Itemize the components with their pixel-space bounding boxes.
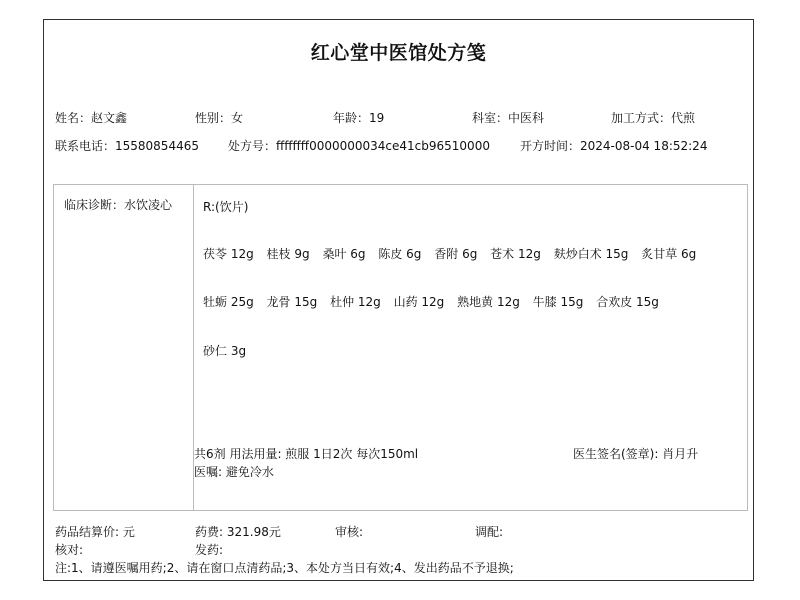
patient-phone: 联系电话：15580854465 [55,139,199,153]
herb-line [203,342,255,359]
herb-item: 牛膝 15g [532,295,584,309]
herb-item: 砂仁 3g [203,344,247,358]
usage-instructions: 共6剂 用法用量: 煎服 1日2次 每次150ml [194,447,419,461]
herb-item: 苍术 12g [490,247,541,261]
prescription-time: 开方时间：2024-08-04 18:52:24 [520,139,708,153]
processing-method: 加工方式：代煎 [611,111,696,125]
page-title: 红心堂中医馆处方笺 [310,42,487,64]
herb-item: 茯苓 12g [203,247,254,261]
herb-item: 牡蛎 25g [203,295,254,309]
prescription-body [53,184,748,511]
herb-item: 麸炒白术 15g [553,247,629,261]
rx-header: R:(饮片) [203,200,249,214]
checker: 核对: [55,543,84,557]
herb-item: 熟地黄 12g [457,295,520,309]
doctor-signature: 医生签名(签章): 肖月升 [573,447,699,461]
herb-item: 香附 6g [434,247,478,261]
reviewer: 审核: [335,525,364,539]
prescription-number: 处方号：ffffffff0000000034ce41cb96510000 [228,139,490,153]
herb-line [203,245,705,262]
herb-item: 炙甘草 6g [641,247,697,261]
herb-item: 桂枝 9g [266,247,310,261]
patient-age: 年龄：19 [333,111,385,125]
herb-item: 山药 12g [393,295,445,309]
drug-settlement-price: 药品结算价: 元 [55,525,135,539]
herb-item: 合欢皮 15g [596,295,659,309]
usage-block [194,445,418,481]
compounder: 调配: [475,525,504,539]
prescription-sheet [43,19,754,581]
clinical-diagnosis: 临床诊断：水饮凌心 [64,198,173,212]
patient-gender: 性别：女 [195,111,244,125]
herb-item: 杜仲 12g [330,295,381,309]
drug-fee: 药费: 321.98元 [195,525,281,539]
herb-line [203,293,668,310]
patient-name: 姓名：赵文鑫 [55,111,128,125]
footer-note: 注:1、请遵医嘱用药;2、请在窗口点清药品;3、本处方当日有效;4、发出药品不予退换; [55,561,514,575]
herb-item: 陈皮 6g [378,247,422,261]
department: 科室：中医科 [472,111,545,125]
dispenser: 发药: [195,543,224,557]
medical-advice: 医嘱: 避免冷水 [194,465,274,479]
herb-item: 龙骨 15g [266,295,318,309]
herb-item: 桑叶 6g [322,247,366,261]
